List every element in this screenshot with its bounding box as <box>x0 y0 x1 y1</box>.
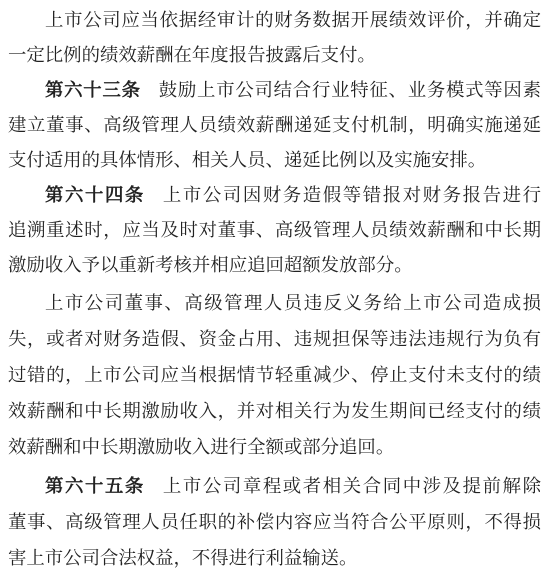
paragraph-line <box>8 216 541 246</box>
paragraph-line <box>8 544 541 574</box>
paragraph-line <box>8 361 541 391</box>
line-text: 上市公司章程或者相关合同中涉及提前解除 <box>162 476 541 497</box>
line-text: 董事、高级管理人员任职的补偿内容应当符合公平原则，不得损 <box>8 512 541 533</box>
article-64-first-line <box>8 181 541 211</box>
line-text: 鼓励上市公司结合行业特征、业务模式等因素 <box>158 80 541 101</box>
paragraph-line <box>8 325 541 355</box>
article-65-heading: 第六十五条 <box>45 476 145 497</box>
line-text: 追溯重述时，应当及时对董事、高级管理人员绩效薪酬和中长期 <box>8 220 541 241</box>
paragraph-line <box>8 289 541 319</box>
line-text: 支付适用的具体情形、相关人员、递延比例以及实施安排。 <box>8 150 487 171</box>
line-text: 建立董事、高级管理人员绩效薪酬递延支付机制，明确实施递延 <box>8 115 541 136</box>
line-text: 上市公司因财务造假等错报对财务报告进行 <box>162 185 541 206</box>
paragraph-line <box>8 251 541 281</box>
line-text: 上市公司应当依据经审计的财务数据开展绩效评价，并确定 <box>45 10 541 31</box>
paragraph-line <box>8 508 541 538</box>
line-text: 失，或者对财务造假、资金占用、违规担保等违法违规行为负有 <box>8 329 541 350</box>
line-text: 激励收入予以重新考核并相应追回超额发放部分。 <box>8 255 413 276</box>
article-63-first-line <box>8 76 541 106</box>
paragraph-line <box>8 397 541 427</box>
line-text: 效薪酬和中长期激励收入进行全额或部分追回。 <box>8 437 395 458</box>
line-text: 过错的，上市公司应当根据情节轻重减少、停止支付未支付的绩 <box>8 365 541 386</box>
paragraph-line <box>8 111 541 141</box>
paragraph-line <box>8 6 541 36</box>
article-65-first-line <box>8 472 541 502</box>
line-text: 一定比例的绩效薪酬在年度报告披露后支付。 <box>8 45 376 66</box>
line-text: 效薪酬和中长期激励收入，并对相关行为发生期间已经支付的绩 <box>8 401 541 422</box>
article-63-heading: 第六十三条 <box>45 80 141 101</box>
line-text: 上市公司董事、高级管理人员违反义务给上市公司造成损 <box>45 293 541 314</box>
paragraph-line <box>8 146 541 176</box>
paragraph-line <box>8 41 541 71</box>
paragraph-line <box>8 433 541 463</box>
line-text: 害上市公司合法权益，不得进行利益输送。 <box>8 548 358 569</box>
article-64-heading: 第六十四条 <box>45 185 145 206</box>
